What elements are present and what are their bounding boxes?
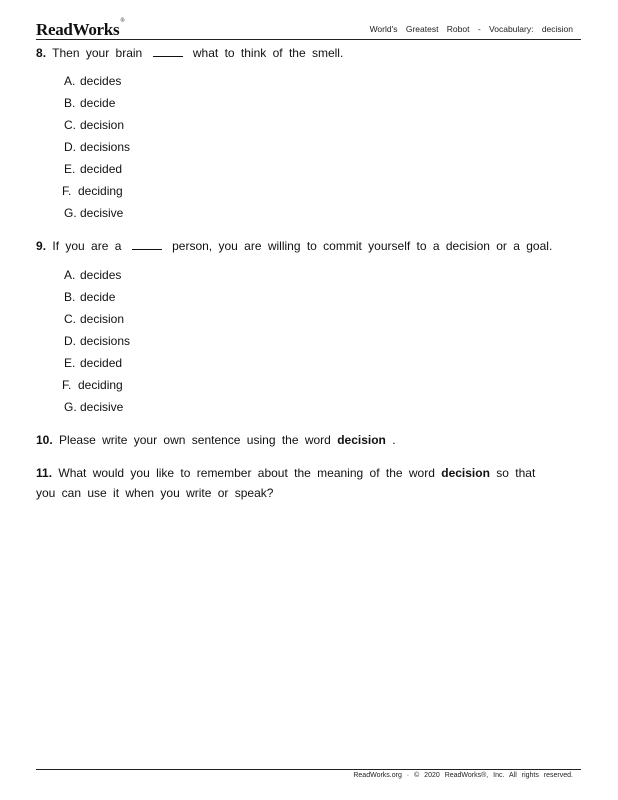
option-letter: G. xyxy=(64,206,77,220)
logo-text: ReadWorks xyxy=(36,20,120,39)
option-text: decision xyxy=(80,118,125,132)
option-g[interactable] xyxy=(64,399,130,421)
option-c[interactable] xyxy=(64,311,130,333)
option-text: decide xyxy=(80,96,116,110)
question-9-options xyxy=(64,267,130,421)
option-text: decide xyxy=(80,290,116,304)
option-letter: C. xyxy=(64,118,76,132)
option-text: decisions xyxy=(80,140,131,154)
question-text-after: so that xyxy=(496,466,536,480)
logo-mark: ® xyxy=(120,18,125,24)
question-9 xyxy=(36,239,552,253)
question-text-after: what to think of the smell. xyxy=(192,46,344,60)
option-letter: A. xyxy=(64,268,76,282)
vocabulary-word: decision xyxy=(441,466,490,480)
option-letter: D. xyxy=(64,334,76,348)
option-text: decisive xyxy=(80,206,124,220)
option-text: decides xyxy=(80,74,122,88)
option-text: decided xyxy=(80,162,123,176)
readworks-logo xyxy=(36,20,124,40)
option-letter: B. xyxy=(64,290,76,304)
vocabulary-word: decision xyxy=(337,433,386,447)
option-c[interactable] xyxy=(64,117,130,139)
option-letter: E. xyxy=(64,162,76,176)
question-number: 8. xyxy=(36,46,47,60)
option-letter: A. xyxy=(64,74,76,88)
option-e[interactable] xyxy=(64,355,130,377)
option-g[interactable] xyxy=(64,205,130,227)
option-letter: E. xyxy=(64,356,76,370)
option-d[interactable] xyxy=(64,139,130,161)
question-11-line-2: you can use it when you write or speak? xyxy=(36,486,274,500)
option-letter: C. xyxy=(64,312,76,326)
option-b[interactable] xyxy=(64,289,130,311)
header-title: World's Greatest Robot - Vocabulary: decision xyxy=(369,24,573,34)
page-header xyxy=(36,18,581,40)
option-text: decisive xyxy=(80,400,124,414)
answer-blank xyxy=(132,239,162,250)
option-b[interactable] xyxy=(64,95,130,117)
question-text-before: What would you like to remember about the meaning of the word xyxy=(58,466,435,480)
option-text: decisions xyxy=(80,334,131,348)
question-8 xyxy=(36,46,343,60)
answer-blank xyxy=(153,46,183,57)
option-a[interactable] xyxy=(64,267,130,289)
option-text: deciding xyxy=(78,378,123,392)
question-text-after: person, you are willing to commit yourself to a decision or a goal. xyxy=(172,239,553,253)
header-divider xyxy=(36,39,581,40)
footer-divider xyxy=(36,769,581,770)
question-text-before: Then your brain xyxy=(52,46,143,60)
option-e[interactable] xyxy=(64,161,130,183)
question-text-before: If you are a xyxy=(52,239,122,253)
question-10 xyxy=(36,433,396,447)
question-number: 10. xyxy=(36,433,53,447)
question-text-after: . xyxy=(392,433,396,447)
option-text: decided xyxy=(80,356,123,370)
question-11 xyxy=(36,466,535,480)
page-footer: ReadWorks.org · © 2020 ReadWorks®, Inc. All rights reserved. xyxy=(353,772,573,779)
option-letter: G. xyxy=(64,400,77,414)
option-f[interactable] xyxy=(62,377,130,399)
option-letter: F. xyxy=(62,378,72,392)
option-d[interactable] xyxy=(64,333,130,355)
question-number: 11. xyxy=(36,466,53,480)
option-letter: F. xyxy=(62,184,72,198)
option-text: decides xyxy=(80,268,122,282)
question-8-options xyxy=(64,73,130,227)
question-number: 9. xyxy=(36,239,47,253)
option-f[interactable] xyxy=(62,183,130,205)
option-letter: B. xyxy=(64,96,76,110)
option-letter: D. xyxy=(64,140,76,154)
question-text-before: Please write your own sentence using the word xyxy=(59,433,331,447)
option-a[interactable] xyxy=(64,73,130,95)
option-text: deciding xyxy=(78,184,123,198)
option-text: decision xyxy=(80,312,125,326)
